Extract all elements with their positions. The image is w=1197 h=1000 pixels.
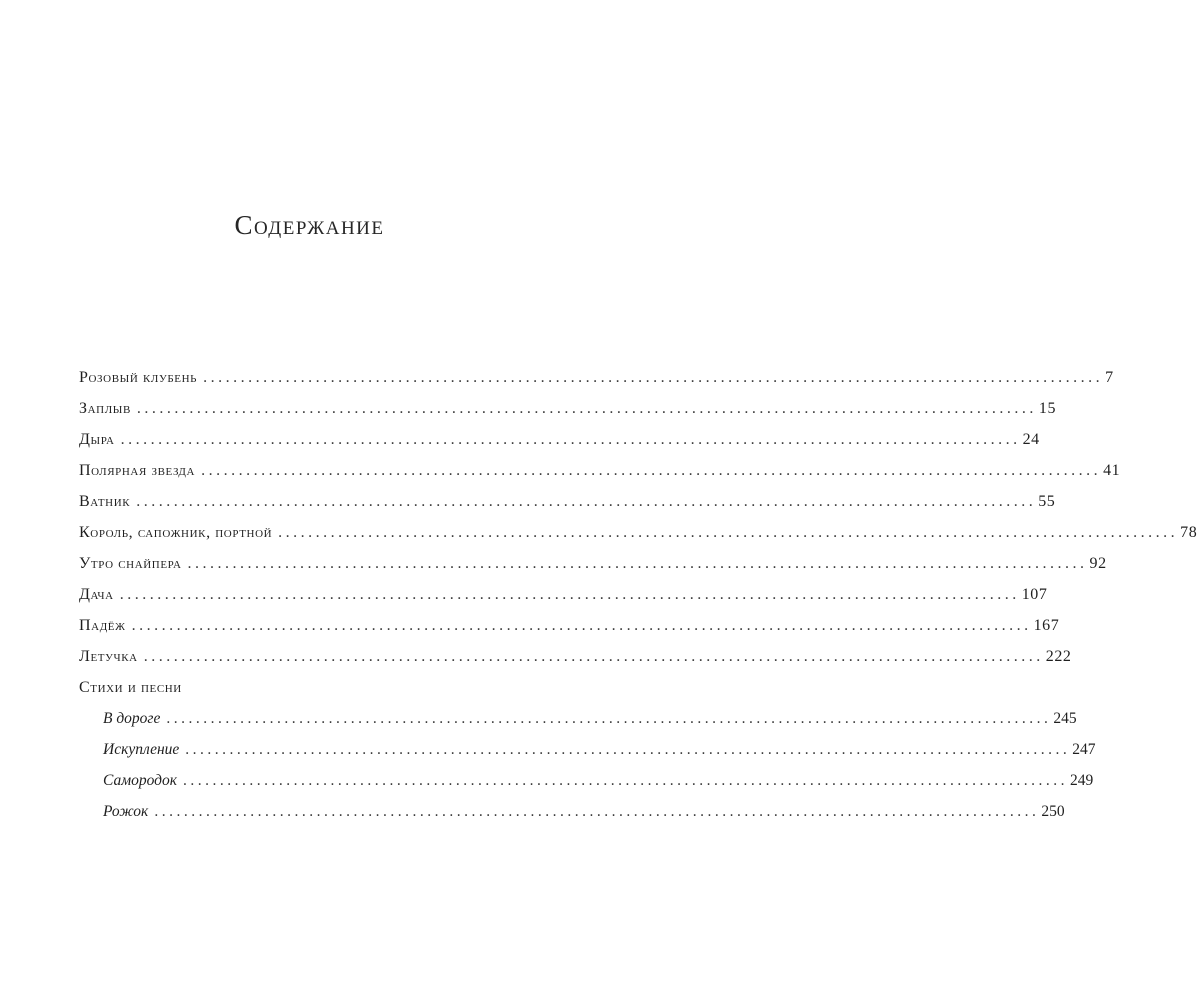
dot-leader: ........................................................................................................................ <box>185 741 1071 758</box>
dot-leader: ........................................................................................................................ <box>154 803 1040 820</box>
toc-subentry <box>79 741 1096 772</box>
toc-subentry-page: 250 <box>1041 803 1065 820</box>
dot-leader: ........................................................................................................................ <box>136 400 1037 417</box>
dot-leader: ........................................................................................................................ <box>201 462 1102 479</box>
dot-leader: ........................................................................................................................ <box>203 369 1104 386</box>
table-of-contents <box>79 369 1197 834</box>
toc-entry-title: Заплыв <box>79 400 131 417</box>
toc-entry-page: 24 <box>1022 431 1040 448</box>
dot-leader: ........................................................................................................................ <box>278 524 1179 541</box>
toc-entry-page: 78 <box>1180 524 1197 541</box>
toc-entry-page: 92 <box>1089 555 1107 572</box>
page-title: Содержание <box>234 210 385 240</box>
toc-entry <box>79 400 1057 431</box>
toc-entry <box>79 431 1040 462</box>
toc-entry-page: 15 <box>1038 400 1057 417</box>
toc-entry-page: 41 <box>1103 462 1121 479</box>
toc-entry-title: Падёж <box>79 617 126 634</box>
toc-subentry-page: 247 <box>1072 741 1096 758</box>
toc-entry-page: 167 <box>1033 617 1060 634</box>
toc-entry-page: 55 <box>1038 493 1056 510</box>
toc-entry-title: Утро снайпера <box>79 555 182 572</box>
toc-subentry <box>79 803 1065 834</box>
dot-leader: ........................................................................................................................ <box>119 586 1020 603</box>
toc-subentry-page: 249 <box>1069 772 1094 789</box>
toc-entry <box>79 493 1056 524</box>
toc-subentry-page: 245 <box>1053 710 1077 727</box>
toc-entry <box>79 617 1060 648</box>
dot-leader: ........................................................................................................................ <box>166 710 1052 727</box>
dot-leader: ........................................................................................................................ <box>143 648 1044 665</box>
dot-leader: ........................................................................................................................ <box>182 772 1068 789</box>
dot-leader: ........................................................................................................................ <box>120 431 1021 448</box>
dot-leader: ........................................................................................................................ <box>136 493 1037 510</box>
dot-leader: ........................................................................................................................ <box>187 555 1088 572</box>
toc-entry-page: 7 <box>1105 369 1114 386</box>
toc-entry-title: Дыра <box>79 431 115 448</box>
toc-entry <box>79 462 1121 493</box>
toc-entry <box>79 524 1197 555</box>
toc-subentry-title: Рожок <box>103 803 149 820</box>
toc-entry-title: Ватник <box>79 493 131 510</box>
toc-subentry <box>79 772 1094 803</box>
toc-entry-title: Дача <box>79 586 114 603</box>
toc-entry <box>79 648 1072 679</box>
toc-entry-title: Король, сапожник, портной <box>79 524 273 541</box>
toc-subentry-title: Самородок <box>103 772 177 789</box>
toc-subentry-title: Искупление <box>103 741 180 758</box>
toc-subentry <box>79 710 1077 741</box>
toc-subentry-title: В дороге <box>103 710 161 727</box>
toc-entry <box>79 555 1107 586</box>
toc-entry-title: Розовый клубень <box>79 369 198 386</box>
toc-entry <box>79 586 1048 617</box>
toc-entry-title: Летучка <box>79 648 138 665</box>
dot-leader: ........................................................................................................................ <box>131 617 1032 634</box>
toc-entry-page: 222 <box>1045 648 1072 665</box>
toc-entry-title: Полярная звезда <box>79 462 196 479</box>
toc-entry-page: 107 <box>1021 586 1048 603</box>
toc-entry <box>79 369 1114 400</box>
toc-section-heading: Стихи и песни <box>79 679 182 696</box>
